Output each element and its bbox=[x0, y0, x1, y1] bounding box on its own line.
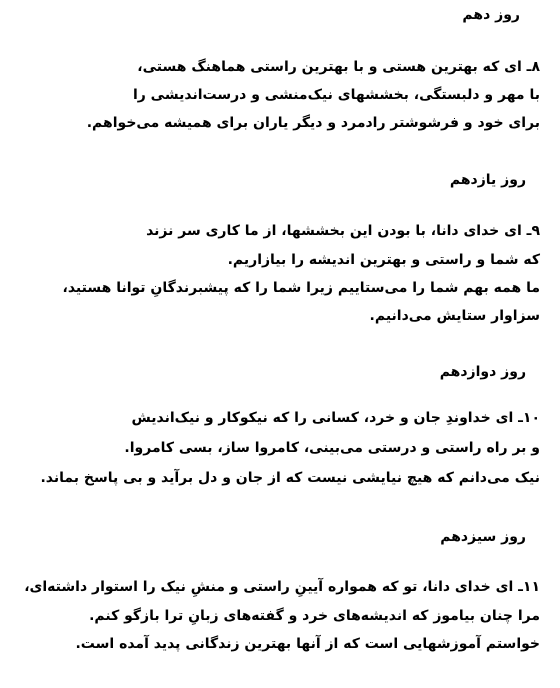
section-heading: روز سیزدهم bbox=[440, 529, 526, 545]
section-heading: روز دهم bbox=[462, 7, 520, 23]
verse-line: و بر راه راستی و درستی می‌بینی، کامروا ساز، بسی کامروا. bbox=[124, 440, 540, 456]
verse-line: خواستم آموزشهایی است که از آنها بهترین زندگانی پدید آمده است. bbox=[75, 636, 540, 652]
verse-line: ۸ـ ای که بهترین هستی و با بهترین راستی هماهنگ هستی، bbox=[137, 59, 540, 75]
verse-line: با مهر و دلبستگی، بخششهای نیک‌منشی و درست‌اندیشی را bbox=[132, 87, 540, 103]
verse-line: برای خود و فرشوشتر رادمرد و دیگر یاران برای همیشه می‌خواهم. bbox=[86, 115, 540, 131]
verse-line: نیک می‌دانم که هیچ نیایشی نیست که از جان و دل برآید و بی پاسخ بماند. bbox=[40, 470, 540, 486]
verse-line: ۱۱ـ ای خدای دانا، تو که همواره آیینِ راستی و منشِ نیک را استوار داشته‌ای، bbox=[24, 579, 540, 595]
verse-line: که شما و راستی و بهترین اندیشه را بیازاریم. bbox=[227, 252, 540, 268]
verse-line: ۹ـ ای خدای دانا، با بودن این بخششها، از ما کاری سر نزند bbox=[146, 223, 540, 239]
verse-line: ۱۰ـ ای خداوندِ جان و خرد، کسانی را که نیکوکار و نیک‌اندیش bbox=[131, 410, 540, 426]
verse-line: ما همه بهم شما را می‌ستاییم زیرا شما را که پیشبرندگانِ توانا هستید، bbox=[62, 280, 540, 296]
verse-line: سزاوار ستایش می‌دانیم. bbox=[369, 308, 540, 324]
section-heading: روز یازدهم bbox=[449, 172, 526, 188]
section-heading: روز دوازدهم bbox=[439, 364, 526, 380]
verse-line: مرا چنان بیاموز که اندیشه‌های خرد و گفته‌های زبانِ ترا بازگو کنم. bbox=[89, 608, 540, 624]
